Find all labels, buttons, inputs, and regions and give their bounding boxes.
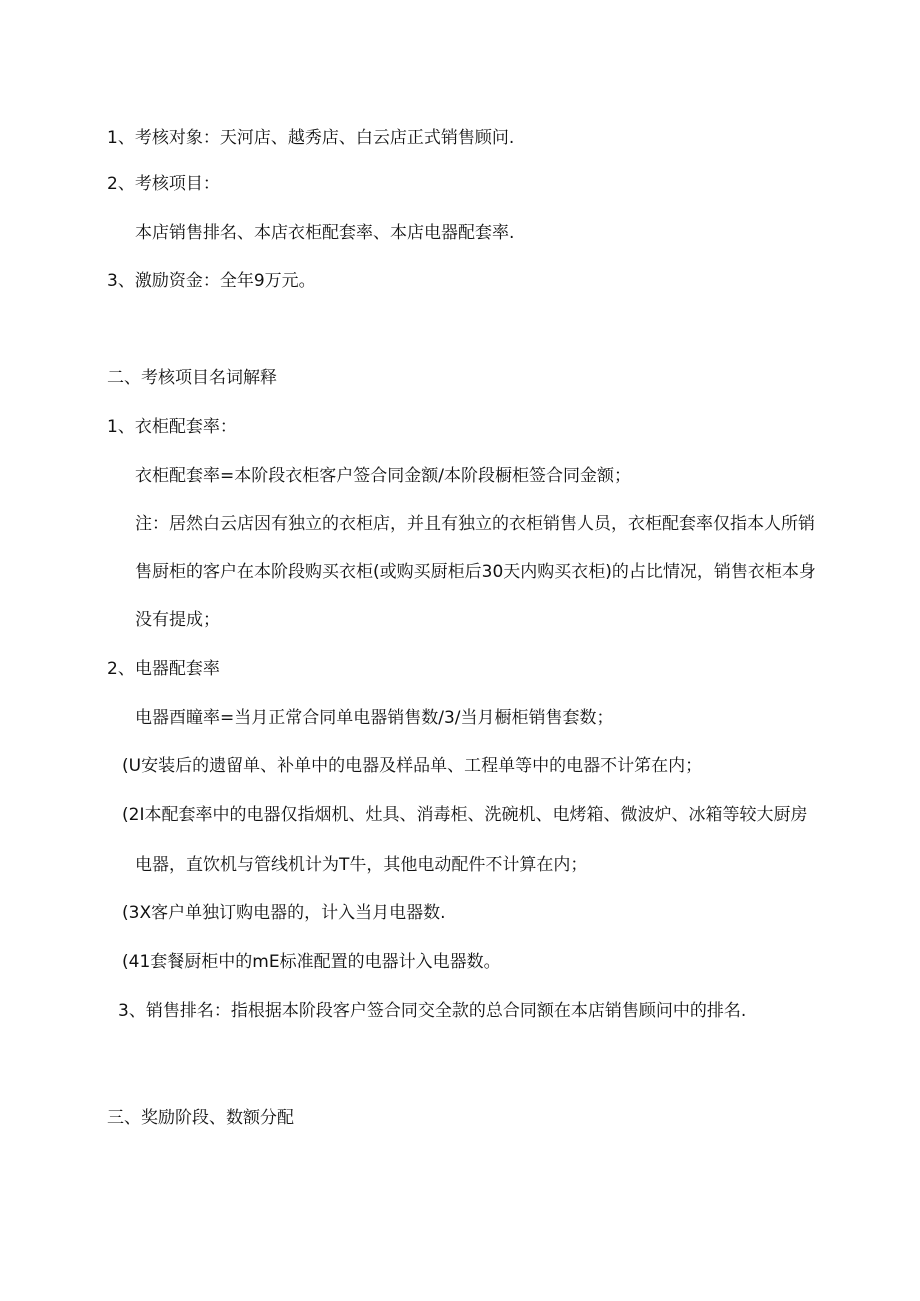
assessment-items-heading: 2、考核项目：	[107, 174, 220, 194]
assessment-items-text: 本店销售排名、本店衣柜配套率、本店电器配套率.	[135, 223, 515, 243]
appliance-rule-1: (U安装后的遗留单、补单中的电器及样品单、工程单等中的电器不计笫在内；	[122, 756, 703, 776]
wardrobe-note-line-3: 没有提成；	[135, 610, 220, 630]
appliance-rule-3: (3X客户单独订购电器的，计入当月电器数.	[122, 903, 446, 923]
section-three-heading: 三、奖励阶段、数额分配	[107, 1108, 294, 1128]
appliance-rule-2-line-2: 电器，直饮机与管线机计为T牛，其他电动配件不计算在内；	[135, 855, 588, 875]
wardrobe-rate-heading: 1、衣柜配套率：	[107, 417, 237, 437]
wardrobe-note-line-1: 注：居然白云店因有独立的衣柜店，并且有独立的衣柜销售人员，衣柜配套率仅指本人所销	[135, 514, 815, 534]
section-two-heading: 二、考核项目名词解释	[107, 368, 277, 388]
sales-ranking-item: 3、销售排名：指根据本阶段客户签合同交全款的总合同额在本店销售顾问中的排名.	[118, 1001, 747, 1021]
appliance-rule-4: (41套餐厨柜中的mE标准配置的电器计入电器数。	[122, 952, 501, 972]
appliance-rule-2-line-1: (2I本配套率中的电器仅指烟机、灶具、消毒柜、洗碗机、电烤箱、微波炉、冰箱等较大厨房	[122, 805, 808, 825]
appliance-rate-heading: 2、电器配套率	[107, 659, 220, 679]
incentive-fund-item: 3、激励资金：全年9万元。	[107, 271, 316, 291]
wardrobe-note-line-2: 售厨柜的客户在本阶段购买衣柜(或购买厨柜后30天内购买衣柜)的占比情况，销售衣柜本身	[135, 562, 816, 582]
appliance-rate-formula: 电器酉瞳率=当月正常合同单电器销售数/3/当月橱柜销售套数；	[135, 708, 614, 728]
assessment-target-item: 1、考核对象：天河店、越秀店、白云店正式销售顾问.	[107, 128, 515, 148]
wardrobe-rate-formula: 衣柜配套率=本阶段衣柜客户签合同金额/本阶段橱柜签合同金额；	[135, 466, 631, 486]
